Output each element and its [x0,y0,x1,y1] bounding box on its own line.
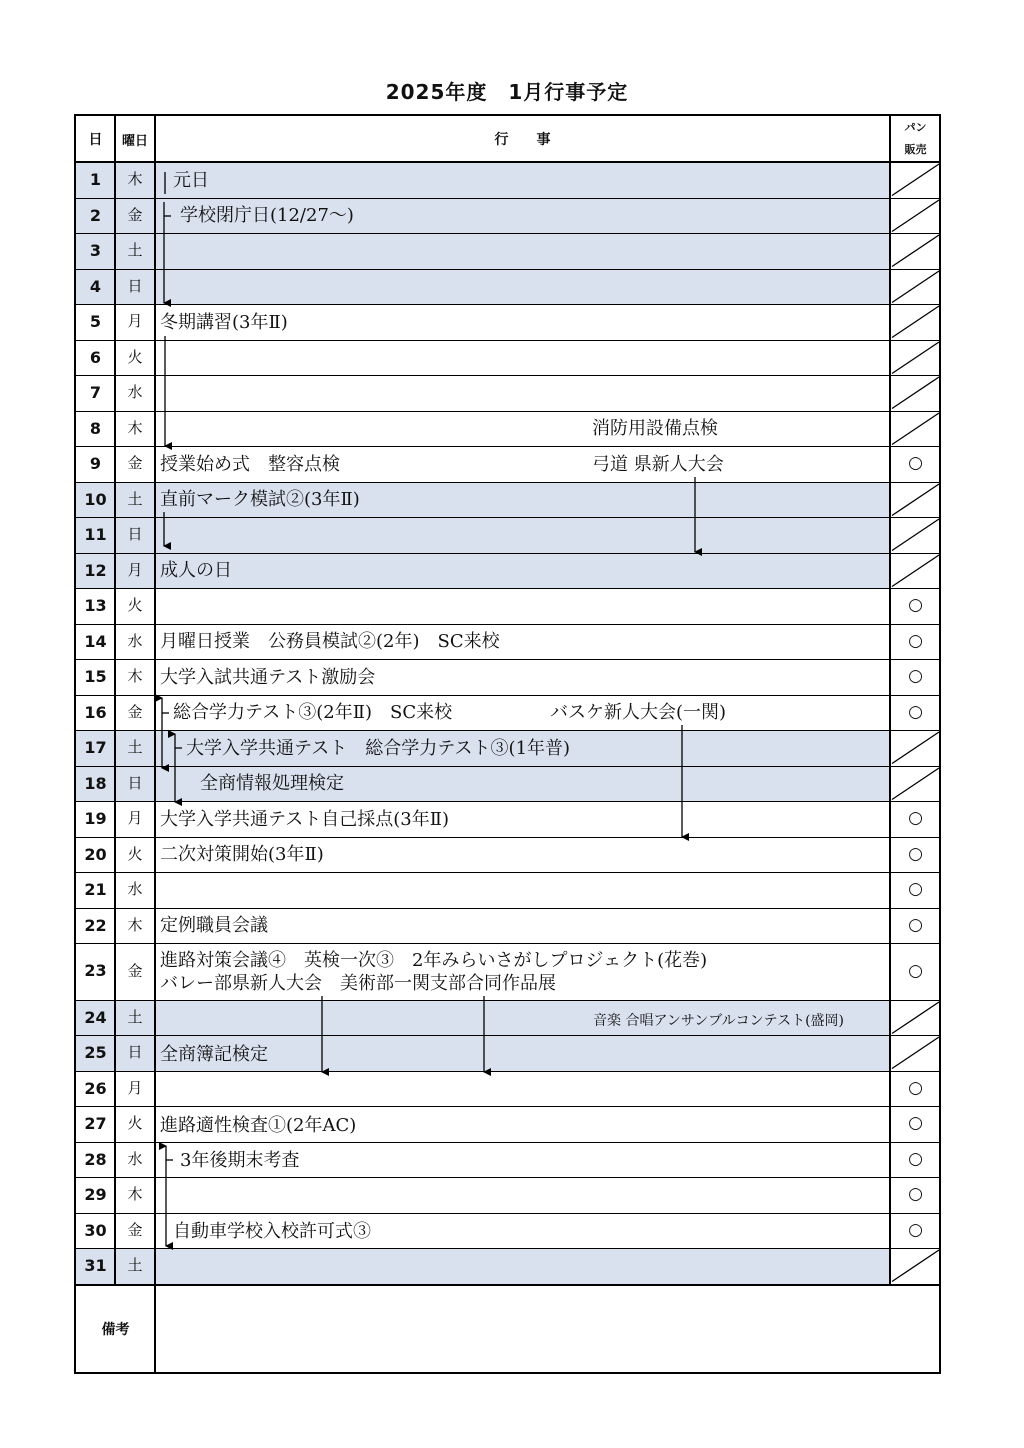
no-bread-sale-slash [890,730,941,766]
day-number: 11 [84,525,107,544]
day-number: 9 [89,454,102,473]
bread-sale-mark: ○ [908,1077,923,1098]
weekday: 日 [127,1043,143,1061]
event-common-test: 大学入学共通テスト 総合学力テスト③(1年普) [186,738,571,759]
row-shading [74,766,890,802]
day-number: 16 [84,702,107,722]
weekday: 木 [127,170,143,188]
weekday: 金 [127,1220,143,1239]
weekday: 土 [127,1007,143,1026]
no-bread-sale-slash [890,1248,941,1284]
day-number: 21 [84,880,107,899]
day-number: 12 [84,560,107,580]
event-kyudo: 弓道 県新人大会 [592,454,724,475]
event-fire-inspection: 消防用設備点検 [592,418,718,439]
row-divider [74,1035,941,1036]
day-number: 17 [84,738,107,757]
day-number: 10 [84,489,107,509]
weekday: 土 [127,738,143,756]
no-bread-sale-slash [890,553,941,589]
row-divider [74,1248,941,1249]
day-number: 29 [84,1185,107,1204]
weekday: 水 [127,880,143,898]
bread-sale-mark: ○ [908,808,923,828]
event-coming-of-age: 成人の日 [160,560,232,581]
row-shading [74,517,890,553]
header-bread-line2: 販売 [904,143,927,156]
bread-sale-mark: ○ [908,630,923,651]
event-choir-contest: 音楽 合唱アンサンブルコンテスト(盛岡) [593,1013,844,1029]
row-shading [74,1248,890,1284]
row-divider [74,908,941,909]
event-new-year: 元日 [173,170,209,191]
weekday: 月 [127,809,143,827]
bread-sale-mark: ○ [908,1219,923,1240]
weekday: 土 [127,1256,143,1274]
bread-sale-mark: ○ [908,961,923,981]
row-divider [74,624,941,625]
weekday: 月 [127,1078,143,1097]
weekday: 金 [127,962,143,980]
weekday: 木 [127,418,143,437]
day-number: 27 [84,1114,107,1133]
row-divider [74,588,941,589]
event-info-processing: 全商情報処理検定 [200,773,344,794]
bread-sale-mark: ○ [908,1113,923,1133]
event-volleyball-art: バレー部県新人大会 美術部一関支部合同作品展 [160,973,556,994]
day-number: 5 [89,312,102,331]
event-winter-course: 冬期講習(3年Ⅱ) [160,312,288,333]
weekday: 木 [127,915,143,934]
event-opening-ceremony: 授業始め式 整容点検 [160,454,340,475]
day-number: 18 [84,773,107,793]
day-number: 4 [89,276,102,296]
header-weekday: 曜日 [121,133,148,149]
day-number: 1 [89,170,102,189]
bread-sale-mark: ○ [908,1184,923,1204]
day-number: 28 [84,1149,107,1169]
event-secondary-prep: 二次対策開始(3年Ⅱ) [160,844,324,865]
row-divider [74,198,941,199]
day-number: 26 [84,1078,107,1098]
day-number: 19 [84,809,107,828]
event-rally: 大学入試共通テスト激励会 [160,667,376,688]
bread-sale-mark: ○ [908,453,923,473]
day-number: 23 [84,961,107,980]
header-bread-line1: パン [904,121,927,134]
day-number: 25 [84,1043,107,1062]
day-number: 31 [84,1256,107,1275]
row-divider [74,446,941,447]
event-achievement-test-2: 総合学力テスト③(2年Ⅱ) SC来校 [173,702,453,723]
no-bread-sale-slash [890,375,941,411]
event-monday-classes: 月曜日授業 公務員模試②(2年) SC来校 [160,631,500,652]
remarks-top-line [74,1284,941,1286]
no-bread-sale-slash [890,198,941,234]
no-bread-sale-slash [890,1000,941,1036]
row-divider [74,517,941,518]
weekday: 月 [127,312,143,330]
row-shading [74,233,890,269]
day-number: 6 [89,347,102,367]
row-divider [74,695,941,696]
weekday: 木 [127,667,143,685]
weekday: 水 [127,631,143,650]
row-divider [74,1213,941,1214]
remarks-label: 備考 [101,1321,130,1338]
event-self-scoring: 大学入学共通テスト自己採点(3年Ⅱ) [160,809,450,830]
weekday: 金 [127,702,143,721]
weekday: 日 [127,525,143,543]
event-bookkeeping: 全商簿記検定 [160,1044,268,1065]
weekday: 金 [127,454,143,472]
row-divider [74,1000,941,1001]
row-divider [74,1177,941,1178]
event-final-exam: 3年後期末考査 [180,1150,300,1171]
weekday: 土 [127,241,143,259]
row-divider [74,411,941,412]
row-divider [74,304,941,305]
event-aptitude-test: 進路適性検査①(2年AC) [160,1115,357,1136]
day-number: 20 [84,844,107,864]
weekday: 日 [127,773,143,792]
row-shading [74,269,890,305]
bread-sale-mark: ○ [908,701,923,722]
header-day: 日 [88,132,103,148]
event-basketball: バスケ新人大会(一関) [550,702,727,723]
header-bread [890,116,941,162]
weekday: 火 [127,1114,143,1132]
weekday: 火 [127,596,143,614]
event-mock-exam: 直前マーク模試②(3年Ⅱ) [160,489,360,510]
weekday: 金 [127,205,143,224]
day-number: 22 [84,915,107,935]
row-divider [74,1106,941,1107]
row-divider [74,730,941,731]
no-bread-sale-slash [890,482,941,518]
row-divider [74,766,941,767]
day-number: 13 [84,596,107,615]
event-career-meeting: 進路対策会議④ 英検一次③ 2年みらいさがしプロジェクト(花巻) [160,950,708,971]
row-divider [74,269,941,270]
row-divider [74,1142,941,1143]
row-divider [74,1071,941,1072]
weekday: 火 [127,347,143,366]
row-divider [74,801,941,802]
row-divider [74,233,941,234]
row-divider [74,872,941,873]
day-number: 14 [84,631,107,651]
event-staff-meeting: 定例職員会議 [160,915,268,936]
bread-sale-mark: ○ [908,666,923,686]
bread-sale-mark: ○ [908,879,923,899]
row-divider [74,482,941,483]
no-bread-sale-slash [890,340,941,376]
no-bread-sale-slash [890,766,941,802]
header-events: 行 事 [494,132,551,148]
weekday: 水 [127,1149,143,1168]
weekday: 水 [127,383,143,401]
row-divider [74,659,941,660]
schedule-table [74,114,941,1374]
day-number: 24 [84,1007,107,1027]
no-bread-sale-slash [890,517,941,553]
weekday: 日 [127,276,143,295]
day-number: 15 [84,667,107,686]
event-school-closure: 学校閉庁日(12/27～) [180,205,354,226]
no-bread-sale-slash [890,269,941,305]
row-divider [74,553,941,554]
bread-sale-mark: ○ [908,843,923,864]
weekday: 月 [127,560,143,579]
no-bread-sale-slash [890,1035,941,1071]
day-number: 30 [84,1220,107,1240]
weekday: 火 [127,844,143,863]
bread-sale-mark: ○ [908,914,923,935]
weekday: 木 [127,1185,143,1203]
row-divider [74,375,941,376]
row-divider [74,837,941,838]
day-number: 8 [89,418,102,438]
no-bread-sale-slash [890,233,941,269]
row-divider [74,943,941,944]
day-number: 3 [89,241,102,260]
event-driving-school: 自動車学校入校許可式③ [173,1221,371,1242]
bread-sale-mark: ○ [908,595,923,615]
row-divider [74,340,941,341]
page-title: 2025年度 1月行事予定 [385,80,629,104]
day-number: 7 [89,383,102,402]
weekday: 土 [127,489,143,508]
no-bread-sale-slash [890,162,941,198]
bread-sale-mark: ○ [908,1148,923,1169]
no-bread-sale-slash [890,411,941,447]
day-number: 2 [89,205,102,225]
no-bread-sale-slash [890,304,941,340]
